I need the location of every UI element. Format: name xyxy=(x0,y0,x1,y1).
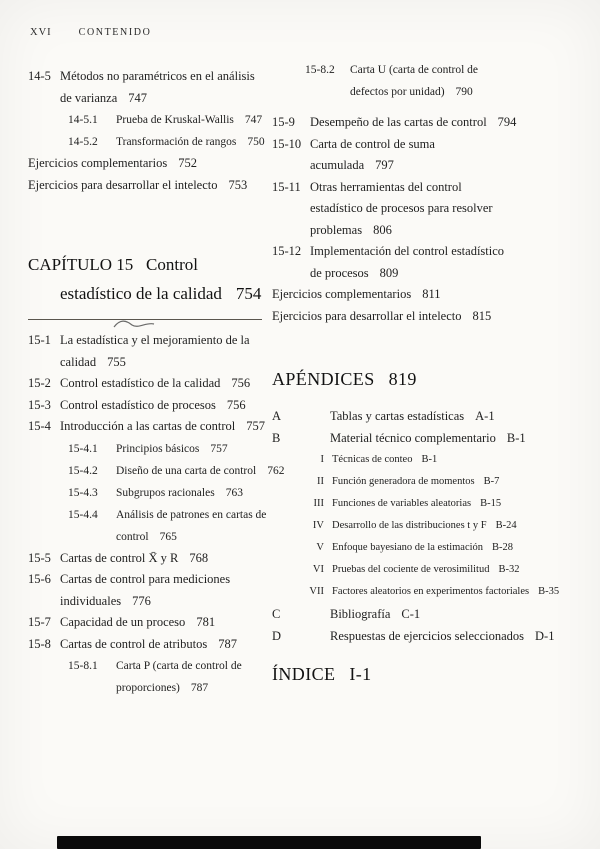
entry-title-line: defectos por unidad) xyxy=(350,85,445,98)
entry-text xyxy=(116,504,278,548)
entry-number: 15-11 xyxy=(272,179,301,194)
indice-heading xyxy=(272,662,572,686)
apendices-title: APÉNDICES xyxy=(272,369,375,389)
entry-title-line: Transformación de rangos xyxy=(116,136,237,148)
toc-entry xyxy=(28,634,278,656)
toc-entry xyxy=(272,427,572,449)
entry-number: 15-5 xyxy=(28,550,51,565)
chapter15-heading-line2: estadístico de la calidad xyxy=(60,284,222,303)
entry-title-line: Prueba de Kruskal-Wallis xyxy=(116,114,234,126)
toc-entry xyxy=(272,177,572,242)
entry-title-line: Material técnico complementario xyxy=(330,431,496,445)
apendices-heading xyxy=(272,367,572,391)
toc-entry xyxy=(272,603,572,625)
entry-title-line: Ejercicios complementarios xyxy=(272,287,412,301)
entry-number: D xyxy=(272,629,282,643)
running-head-title: CONTENIDO xyxy=(78,27,152,38)
entry-text xyxy=(60,548,278,570)
entry-number: 15-8.2 xyxy=(305,64,335,76)
chapter15-entries xyxy=(28,330,285,699)
entry-page-ref: 809 xyxy=(379,265,399,280)
entry-page-ref: 757 xyxy=(246,419,266,433)
toc-entry xyxy=(28,416,278,438)
entry-page-ref: D-1 xyxy=(535,629,555,643)
entry-title-line: Control estadístico de procesos xyxy=(60,397,216,412)
entry-number: 15-4.4 xyxy=(68,508,98,521)
entry-text xyxy=(28,175,278,197)
entry-page-ref: 794 xyxy=(497,115,517,129)
page-folio: XVI xyxy=(30,27,52,38)
entry-title-line: Introducción a las cartas de control xyxy=(60,419,236,433)
entry-number: 15-1 xyxy=(28,333,51,347)
entry-title-line: Enfoque bayesiano de la estimación xyxy=(332,542,484,553)
toc-entry xyxy=(272,241,572,284)
entry-page-ref: 752 xyxy=(178,156,197,170)
entry-number: 15-8.1 xyxy=(68,660,98,672)
entry-number: VI xyxy=(312,564,324,575)
entry-title-line: problemas xyxy=(310,222,363,237)
entry-page-ref: 762 xyxy=(267,464,285,477)
entry-page-ref: B-28 xyxy=(492,542,514,553)
entry-text xyxy=(330,625,572,647)
toc-entry xyxy=(28,504,278,548)
entry-title-line: Ejercicios complementarios xyxy=(28,156,168,170)
entry-text xyxy=(60,373,278,395)
entry-page-ref: 768 xyxy=(189,550,209,565)
entry-title-line: Bibliografía xyxy=(330,607,391,621)
toc-entry xyxy=(272,581,572,603)
entry-text xyxy=(332,581,572,603)
toc-entry xyxy=(272,625,572,647)
entry-title-line: Principios básicos xyxy=(116,442,200,455)
entry-text xyxy=(272,284,572,306)
entry-number: VII xyxy=(309,586,324,597)
entry-number: III xyxy=(313,498,324,509)
entry-text xyxy=(60,330,278,373)
toc-entry xyxy=(28,438,278,460)
entry-page-ref: 750 xyxy=(247,136,265,148)
entry-title-line: Técnicas de conteo xyxy=(332,454,413,465)
entry-page-ref: 755 xyxy=(107,354,126,369)
entry-page-ref: 747 xyxy=(128,90,148,105)
entry-title-line: Respuestas de ejercicios seleccionados xyxy=(330,629,525,643)
entry-page-ref: 747 xyxy=(244,114,263,126)
entry-page-ref: 815 xyxy=(472,308,492,323)
entry-text xyxy=(28,153,278,175)
entry-text xyxy=(332,493,572,515)
toc-entry xyxy=(272,493,572,515)
entry-number: 15-3 xyxy=(28,397,51,412)
entry-text xyxy=(330,603,572,625)
toc-entry xyxy=(28,66,278,109)
entry-page-ref: A-1 xyxy=(475,409,495,423)
indice-page-ref: I-1 xyxy=(349,664,372,684)
toc-entry xyxy=(272,559,572,581)
entry-title-line: Otras herramientas del control xyxy=(310,179,462,194)
toc-entry xyxy=(272,449,572,471)
entry-text xyxy=(60,612,278,634)
entry-title-line: Factores aleatorios en experimentos factoriales xyxy=(332,586,530,597)
scan-artifact-bar xyxy=(57,836,481,849)
entry-text xyxy=(330,427,572,449)
entry-page-ref: 797 xyxy=(375,158,394,172)
toc-entry xyxy=(272,537,572,559)
appendix-entries xyxy=(272,405,572,647)
chapter15-entries-continued xyxy=(272,60,572,327)
entry-page-ref: B-32 xyxy=(498,564,520,575)
entry-page-ref: 756 xyxy=(231,376,251,390)
chapter15-heading-line2-row xyxy=(28,279,278,308)
entry-number: I xyxy=(320,454,324,465)
entry-number: 15-4.1 xyxy=(68,442,98,455)
toc-entry xyxy=(272,515,572,537)
toc-entry xyxy=(28,395,278,417)
entry-title-line: Función generadora de momentos xyxy=(332,476,475,487)
entry-page-ref: 763 xyxy=(225,486,243,499)
entry-text xyxy=(332,559,572,581)
entry-title-line: control xyxy=(116,530,149,543)
entry-title-line: Carta U (carta de control de xyxy=(350,64,479,76)
entry-title-line: Carta P (carta de control de xyxy=(116,660,242,672)
toc-entry xyxy=(28,569,278,612)
entry-title-line: estadístico de procesos para resolver xyxy=(310,201,493,215)
entry-number: 15-12 xyxy=(272,244,302,258)
entry-number: C xyxy=(272,607,281,621)
toc-entry xyxy=(28,460,285,482)
entry-page-ref: 756 xyxy=(226,397,246,412)
entry-page-ref: B-1 xyxy=(506,431,526,445)
entry-title-line: La estadística y el mejoramiento de la xyxy=(60,333,250,347)
right-column xyxy=(272,60,572,686)
entry-number: 15-4 xyxy=(28,419,51,433)
entry-page-ref: 757 xyxy=(210,442,228,455)
entry-page-ref: B-24 xyxy=(495,520,517,531)
entry-page-ref: 790 xyxy=(455,85,473,98)
entry-title-line: calidad xyxy=(60,354,97,369)
entry-text xyxy=(60,395,278,417)
entry-title-line: Cartas de control de atributos xyxy=(60,636,208,651)
entry-text xyxy=(310,241,572,284)
entry-text xyxy=(116,460,284,482)
pen-mark-artifact xyxy=(112,317,156,331)
entry-title-line: Pruebas del cociente de verosimilitud xyxy=(332,564,490,575)
entry-title-line: Implementación del control estadístico xyxy=(310,244,505,258)
entry-title-line: Cartas de control para mediciones xyxy=(60,572,231,586)
entry-number: 15-2 xyxy=(28,376,51,390)
entry-title-line: proporciones) xyxy=(116,682,180,694)
toc-entry xyxy=(272,471,572,493)
entry-title-line: de varianza xyxy=(60,90,118,105)
toc-entry xyxy=(28,175,278,197)
entry-text xyxy=(116,131,278,153)
entry-title-line: Carta de control de suma xyxy=(310,136,435,151)
entry-title-line: acumulada xyxy=(310,158,365,172)
entry-title-line: Desarrollo de las distribuciones t y F xyxy=(332,520,487,531)
indice-title: ÍNDICE xyxy=(272,664,336,684)
entry-title-line: Diseño de una carta de control xyxy=(116,464,257,477)
toc-entry xyxy=(28,131,278,153)
entry-text xyxy=(116,109,278,131)
toc-entry xyxy=(272,284,572,306)
entry-page-ref: 787 xyxy=(218,636,237,651)
entry-number: 14-5.1 xyxy=(68,114,98,126)
entry-title-line: Análisis de patrones en cartas de xyxy=(116,508,267,521)
entry-page-ref: 811 xyxy=(422,287,441,301)
entry-text xyxy=(310,112,572,134)
entry-title-line: Tablas y cartas estadísticas xyxy=(330,409,465,423)
toc-entry xyxy=(28,548,278,570)
entry-page-ref: C-1 xyxy=(401,607,421,621)
entry-title-line: Funciones de variables aleatorias xyxy=(332,498,472,509)
entry-text xyxy=(332,471,572,493)
entry-text xyxy=(310,134,572,177)
toc-entry xyxy=(272,134,572,177)
entry-number: IV xyxy=(312,520,324,531)
entry-number: V xyxy=(316,542,324,553)
entry-title-line: Desempeño de las cartas de control xyxy=(310,115,487,129)
entry-page-ref: 753 xyxy=(228,177,248,192)
entry-number: 14-5.2 xyxy=(68,136,98,148)
entry-text xyxy=(330,405,572,427)
entry-text xyxy=(60,634,278,656)
entry-page-ref: 776 xyxy=(132,593,151,608)
toc-entry xyxy=(28,482,278,504)
entry-text xyxy=(272,306,572,328)
entry-number: B xyxy=(272,431,281,445)
entry-text xyxy=(332,515,572,537)
entry-text xyxy=(60,66,278,109)
entry-page-ref: B-1 xyxy=(421,454,438,465)
entry-text xyxy=(332,449,572,471)
entry-page-ref: 765 xyxy=(159,530,177,543)
entry-title-line: Subgrupos racionales xyxy=(116,486,215,499)
entry-number: 15-7 xyxy=(28,615,51,629)
toc-entry xyxy=(272,405,572,427)
entry-number: 14-5 xyxy=(28,69,51,83)
entry-number: A xyxy=(272,409,282,423)
entry-page-ref: 781 xyxy=(196,615,216,629)
toc-entry xyxy=(272,306,572,328)
entry-title-line: Capacidad de un proceso xyxy=(60,615,186,629)
running-head xyxy=(30,27,151,38)
entry-title-line: Métodos no paramétricos en el análisis xyxy=(60,69,255,83)
apendices-page-ref: 819 xyxy=(388,369,417,389)
entry-number: 15-4.2 xyxy=(68,464,98,477)
entry-number: II xyxy=(317,476,324,487)
chapter15-heading-line1: CAPÍTULO 15 Control xyxy=(28,255,198,274)
toc-entry xyxy=(28,330,278,373)
entry-page-ref: B-7 xyxy=(483,476,500,487)
entry-title-line: individuales xyxy=(60,593,122,608)
toc-entry xyxy=(272,112,572,134)
entry-title-line: Ejercicios para desarrollar el intelecto xyxy=(272,308,462,323)
entry-number: 15-9 xyxy=(272,115,295,129)
entry-page-ref: B-35 xyxy=(538,586,560,597)
entry-page-ref: 787 xyxy=(190,682,209,694)
toc-entry xyxy=(28,612,278,634)
entry-number: 15-4.3 xyxy=(68,486,98,499)
entry-text xyxy=(116,438,278,460)
entry-text xyxy=(350,60,572,103)
entry-number: 15-6 xyxy=(28,572,51,586)
chapter14-entries xyxy=(28,66,278,196)
toc-entry xyxy=(28,655,278,699)
entry-title-line: Control estadístico de la calidad xyxy=(60,376,221,390)
toc-entry xyxy=(272,60,572,103)
entry-title-line: Cartas de control X̄ y R xyxy=(60,550,179,565)
chapter15-page-ref: 754 xyxy=(235,284,262,303)
entry-number: 15-8 xyxy=(28,636,51,651)
toc-entry xyxy=(28,373,278,395)
entry-text xyxy=(332,537,572,559)
toc-entry xyxy=(28,109,278,131)
chapter15-heading xyxy=(28,250,278,308)
entry-page-ref: B-15 xyxy=(480,498,502,509)
toc-entry xyxy=(28,153,278,175)
entry-text xyxy=(60,416,278,438)
entry-text xyxy=(310,177,572,242)
entry-title-line: Ejercicios para desarrollar el intelecto xyxy=(28,177,218,192)
entry-title-line: de procesos xyxy=(310,265,369,280)
entry-text xyxy=(116,655,278,699)
entry-number: 15-10 xyxy=(272,136,302,151)
entry-text xyxy=(60,569,278,612)
entry-text xyxy=(116,482,278,504)
entry-page-ref: 806 xyxy=(373,222,392,237)
